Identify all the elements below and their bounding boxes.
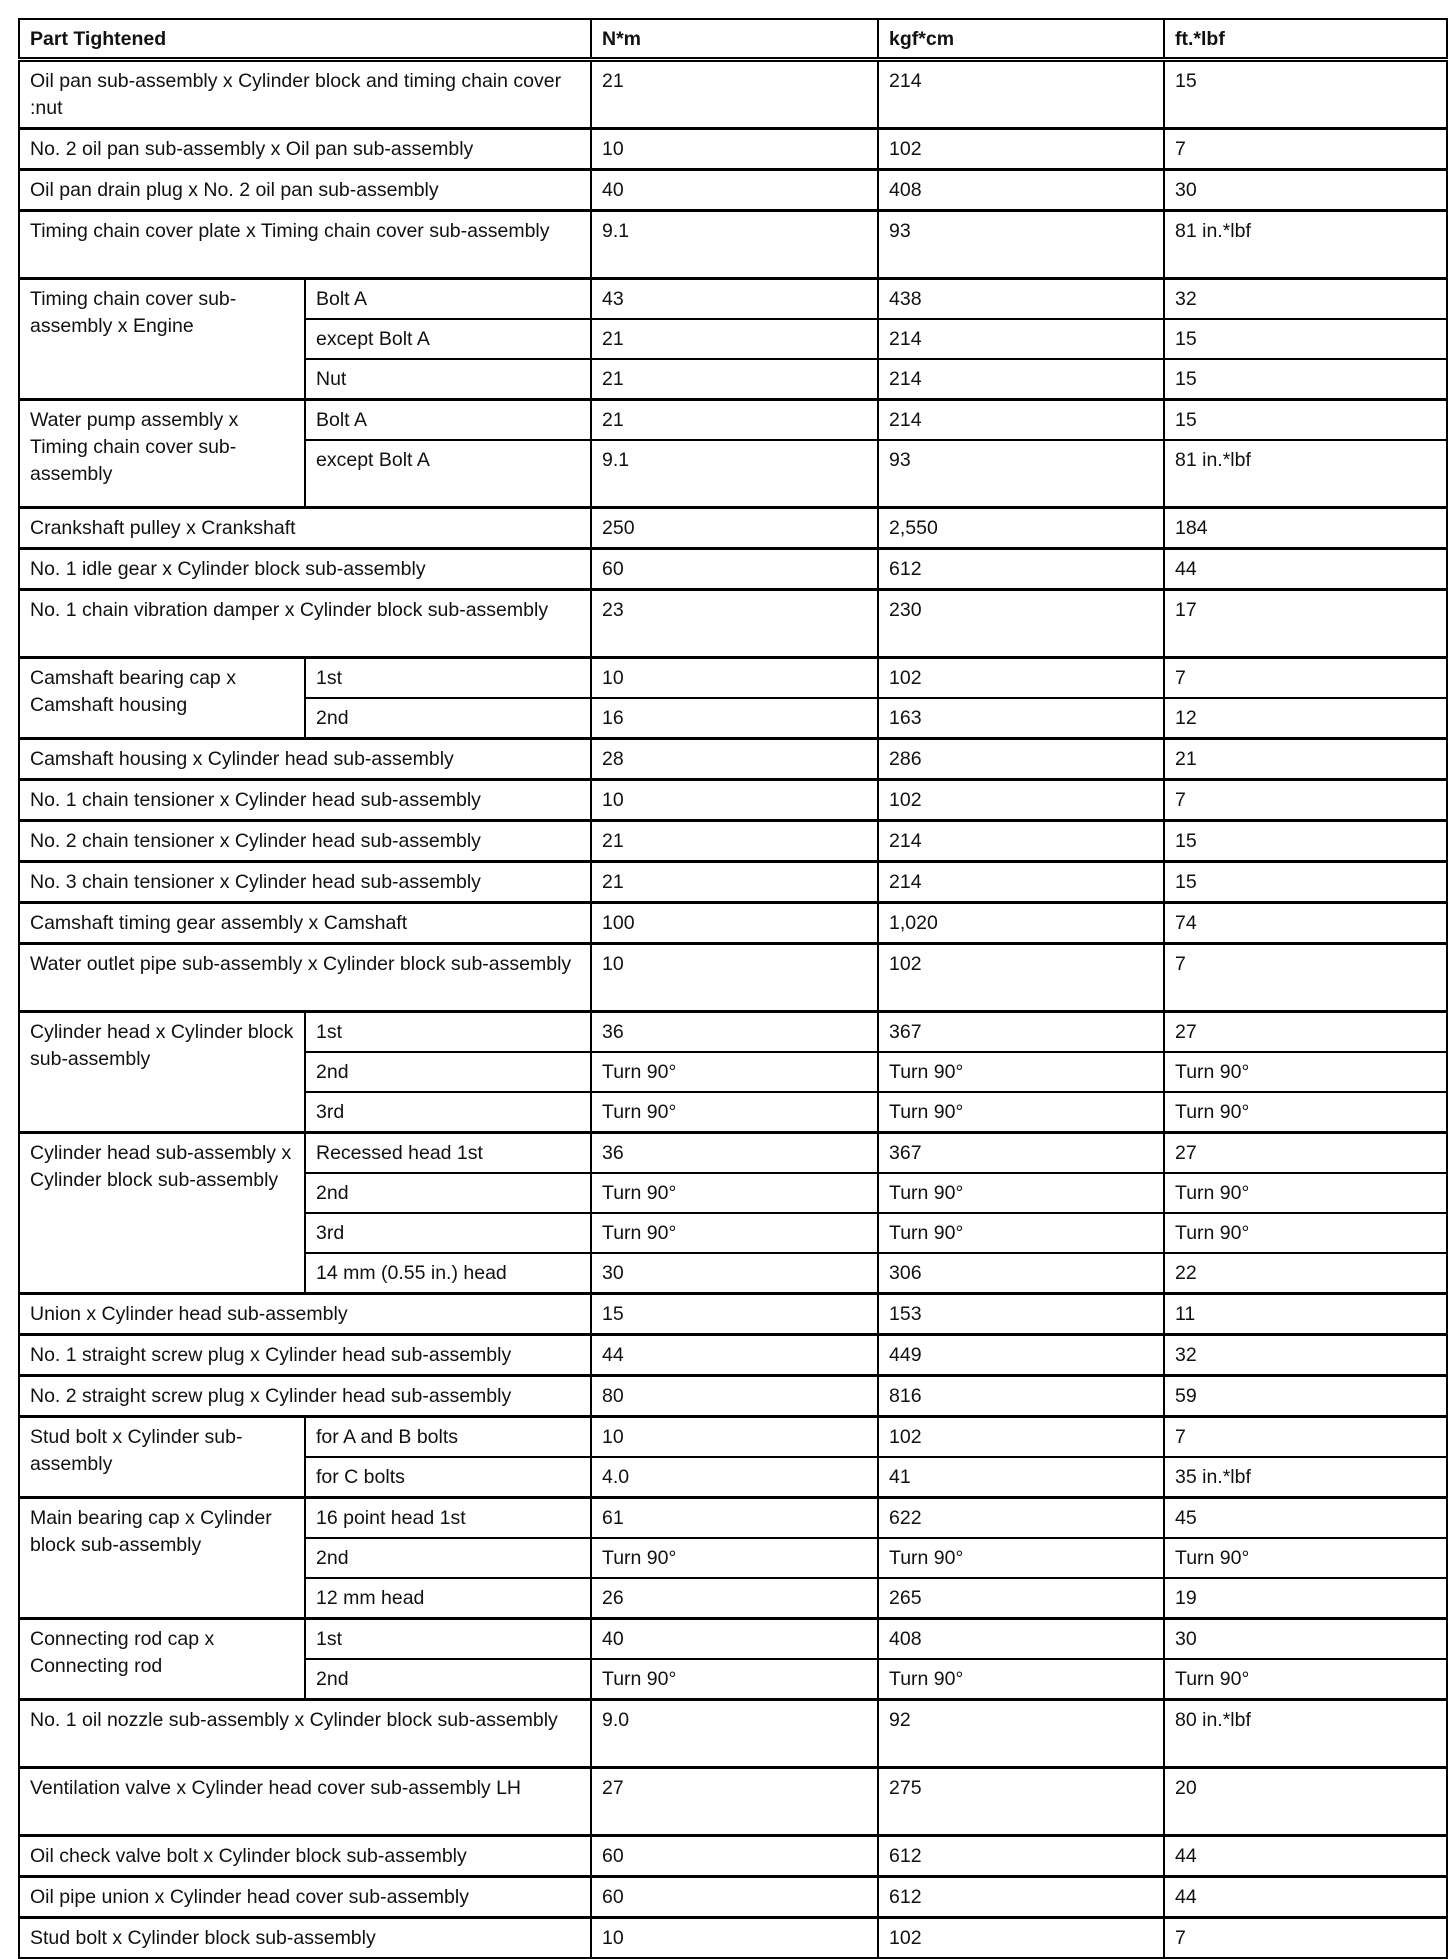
part-tightened-cell: Water outlet pipe sub-assembly x Cylinder block sub-assembly — [19, 944, 591, 1012]
ft-lbf-cell: 30 — [1164, 1619, 1447, 1660]
table-row — [19, 903, 1447, 944]
nm-cell: 60 — [591, 549, 878, 590]
nm-cell: 10 — [591, 129, 878, 170]
ft-lbf-cell: 74 — [1164, 903, 1447, 944]
ft-lbf-cell: 15 — [1164, 821, 1447, 862]
table-row — [19, 739, 1447, 780]
kgf-cm-cell: Turn 90° — [878, 1213, 1164, 1253]
condition-cell: 2nd — [305, 1173, 591, 1213]
table-row — [19, 658, 1447, 699]
header-nm: N*m — [591, 19, 878, 60]
table-row — [19, 1836, 1447, 1877]
ft-lbf-cell: Turn 90° — [1164, 1659, 1447, 1700]
ft-lbf-cell: Turn 90° — [1164, 1213, 1447, 1253]
ft-lbf-cell: 7 — [1164, 129, 1447, 170]
nm-cell: 40 — [591, 1619, 878, 1660]
kgf-cm-cell: 816 — [878, 1376, 1164, 1417]
header-kgf-cm: kgf*cm — [878, 19, 1164, 60]
ft-lbf-cell: Turn 90° — [1164, 1173, 1447, 1213]
table-row — [19, 1498, 1447, 1539]
part-tightened-cell: Ventilation valve x Cylinder head cover sub-assembly LH — [19, 1768, 591, 1836]
nm-cell: 61 — [591, 1498, 878, 1539]
condition-cell: Bolt A — [305, 279, 591, 320]
ft-lbf-cell: 15 — [1164, 359, 1447, 400]
nm-cell: 30 — [591, 1253, 878, 1294]
part-tightened-cell: Oil pipe union x Cylinder head cover sub-assembly — [19, 1877, 591, 1918]
nm-cell: 36 — [591, 1012, 878, 1053]
ft-lbf-cell: 21 — [1164, 739, 1447, 780]
nm-cell: 23 — [591, 590, 878, 658]
condition-cell: Recessed head 1st — [305, 1133, 591, 1174]
condition-cell: 2nd — [305, 1659, 591, 1700]
part-tightened-cell: No. 2 straight screw plug x Cylinder head sub-assembly — [19, 1376, 591, 1417]
kgf-cm-cell: 612 — [878, 549, 1164, 590]
ft-lbf-cell: 27 — [1164, 1012, 1447, 1053]
kgf-cm-cell: 214 — [878, 862, 1164, 903]
condition-cell: except Bolt A — [305, 319, 591, 359]
kgf-cm-cell: 275 — [878, 1768, 1164, 1836]
ft-lbf-cell: 11 — [1164, 1294, 1447, 1335]
part-tightened-cell: No. 1 chain vibration damper x Cylinder block sub-assembly — [19, 590, 591, 658]
part-tightened-cell: Camshaft housing x Cylinder head sub-assembly — [19, 739, 591, 780]
kgf-cm-cell: 214 — [878, 400, 1164, 441]
part-tightened-cell: Water pump assembly x Timing chain cover sub-assembly — [19, 400, 305, 508]
table-row — [19, 1133, 1447, 1174]
condition-cell: 1st — [305, 1012, 591, 1053]
table-row — [19, 1376, 1447, 1417]
ft-lbf-cell: 15 — [1164, 862, 1447, 903]
ft-lbf-cell: 22 — [1164, 1253, 1447, 1294]
ft-lbf-cell: 15 — [1164, 400, 1447, 441]
condition-cell: 12 mm head — [305, 1578, 591, 1619]
ft-lbf-cell: 30 — [1164, 170, 1447, 211]
nm-cell: 15 — [591, 1294, 878, 1335]
kgf-cm-cell: 102 — [878, 944, 1164, 1012]
kgf-cm-cell: 449 — [878, 1335, 1164, 1376]
nm-cell: Turn 90° — [591, 1213, 878, 1253]
part-tightened-cell: No. 1 straight screw plug x Cylinder head sub-assembly — [19, 1335, 591, 1376]
part-tightened-cell: Cylinder head sub-assembly x Cylinder block sub-assembly — [19, 1133, 305, 1294]
nm-cell: 44 — [591, 1335, 878, 1376]
table-row — [19, 1619, 1447, 1660]
ft-lbf-cell: 7 — [1164, 944, 1447, 1012]
ft-lbf-cell: 7 — [1164, 658, 1447, 699]
part-tightened-cell: Connecting rod cap x Connecting rod — [19, 1619, 305, 1700]
ft-lbf-cell: 32 — [1164, 279, 1447, 320]
header-part-tightened: Part Tightened — [19, 19, 591, 60]
table-row — [19, 780, 1447, 821]
ft-lbf-cell: 27 — [1164, 1133, 1447, 1174]
kgf-cm-cell: Turn 90° — [878, 1052, 1164, 1092]
nm-cell: 10 — [591, 944, 878, 1012]
ft-lbf-cell: Turn 90° — [1164, 1092, 1447, 1133]
nm-cell: 16 — [591, 698, 878, 739]
table-row — [19, 590, 1447, 658]
condition-cell: 14 mm (0.55 in.) head — [305, 1253, 591, 1294]
table-row — [19, 862, 1447, 903]
kgf-cm-cell: 230 — [878, 590, 1164, 658]
nm-cell: 4.0 — [591, 1457, 878, 1498]
nm-cell: 60 — [591, 1836, 878, 1877]
nm-cell: 28 — [591, 739, 878, 780]
table-row — [19, 279, 1447, 320]
part-tightened-cell: No. 1 chain tensioner x Cylinder head sub-assembly — [19, 780, 591, 821]
nm-cell: 10 — [591, 1417, 878, 1458]
nm-cell: 9.0 — [591, 1700, 878, 1768]
ft-lbf-cell: 44 — [1164, 549, 1447, 590]
nm-cell: 250 — [591, 508, 878, 549]
kgf-cm-cell: 438 — [878, 279, 1164, 320]
table-row — [19, 170, 1447, 211]
table-row — [19, 211, 1447, 279]
nm-cell: 100 — [591, 903, 878, 944]
table-row — [19, 1012, 1447, 1053]
ft-lbf-cell: 7 — [1164, 1918, 1447, 1959]
table-row — [19, 1335, 1447, 1376]
table-row — [19, 1918, 1447, 1959]
part-tightened-cell: No. 1 oil nozzle sub-assembly x Cylinder block sub-assembly — [19, 1700, 591, 1768]
ft-lbf-cell: 44 — [1164, 1877, 1447, 1918]
part-tightened-cell: No. 2 oil pan sub-assembly x Oil pan sub-assembly — [19, 129, 591, 170]
condition-cell: 2nd — [305, 1538, 591, 1578]
nm-cell: 60 — [591, 1877, 878, 1918]
kgf-cm-cell: 102 — [878, 658, 1164, 699]
table-row — [19, 549, 1447, 590]
ft-lbf-cell: 81 in.*lbf — [1164, 211, 1447, 279]
kgf-cm-cell: 612 — [878, 1877, 1164, 1918]
ft-lbf-cell: 184 — [1164, 508, 1447, 549]
kgf-cm-cell: 1,020 — [878, 903, 1164, 944]
kgf-cm-cell: Turn 90° — [878, 1092, 1164, 1133]
ft-lbf-cell: 7 — [1164, 1417, 1447, 1458]
nm-cell: 40 — [591, 170, 878, 211]
table-row — [19, 60, 1447, 129]
condition-cell: for C bolts — [305, 1457, 591, 1498]
kgf-cm-cell: 102 — [878, 1417, 1164, 1458]
kgf-cm-cell: 367 — [878, 1133, 1164, 1174]
nm-cell: Turn 90° — [591, 1173, 878, 1213]
kgf-cm-cell: 214 — [878, 60, 1164, 129]
ft-lbf-cell: 15 — [1164, 60, 1447, 129]
nm-cell: 26 — [591, 1578, 878, 1619]
kgf-cm-cell: Turn 90° — [878, 1659, 1164, 1700]
condition-cell: 3rd — [305, 1213, 591, 1253]
header-ft-lbf: ft.*lbf — [1164, 19, 1447, 60]
condition-cell: except Bolt A — [305, 440, 591, 508]
nm-cell: 9.1 — [591, 211, 878, 279]
ft-lbf-cell: 15 — [1164, 319, 1447, 359]
ft-lbf-cell: 19 — [1164, 1578, 1447, 1619]
part-tightened-cell: Main bearing cap x Cylinder block sub-assembly — [19, 1498, 305, 1619]
nm-cell: 36 — [591, 1133, 878, 1174]
table-row — [19, 400, 1447, 441]
table-row — [19, 1700, 1447, 1768]
part-tightened-cell: Timing chain cover plate x Timing chain cover sub-assembly — [19, 211, 591, 279]
table-row — [19, 944, 1447, 1012]
kgf-cm-cell: 367 — [878, 1012, 1164, 1053]
kgf-cm-cell: 102 — [878, 1918, 1164, 1959]
table-row — [19, 508, 1447, 549]
nm-cell: 21 — [591, 821, 878, 862]
nm-cell: 43 — [591, 279, 878, 320]
nm-cell: 21 — [591, 862, 878, 903]
nm-cell: 21 — [591, 60, 878, 129]
part-tightened-cell: No. 3 chain tensioner x Cylinder head sub-assembly — [19, 862, 591, 903]
kgf-cm-cell: 93 — [878, 211, 1164, 279]
torque-spec-table — [18, 18, 1448, 1959]
condition-cell: Bolt A — [305, 400, 591, 441]
table-header-row — [19, 19, 1447, 60]
condition-cell: 3rd — [305, 1092, 591, 1133]
nm-cell: 80 — [591, 1376, 878, 1417]
part-tightened-cell: No. 1 idle gear x Cylinder block sub-assembly — [19, 549, 591, 590]
kgf-cm-cell: 153 — [878, 1294, 1164, 1335]
nm-cell: 21 — [591, 359, 878, 400]
ft-lbf-cell: 12 — [1164, 698, 1447, 739]
table-row — [19, 1417, 1447, 1458]
kgf-cm-cell: 163 — [878, 698, 1164, 739]
ft-lbf-cell: 7 — [1164, 780, 1447, 821]
nm-cell: Turn 90° — [591, 1538, 878, 1578]
ft-lbf-cell: 17 — [1164, 590, 1447, 658]
part-tightened-cell: Stud bolt x Cylinder block sub-assembly — [19, 1918, 591, 1959]
ft-lbf-cell: 32 — [1164, 1335, 1447, 1376]
part-tightened-cell: Crankshaft pulley x Crankshaft — [19, 508, 591, 549]
part-tightened-cell: Camshaft bearing cap x Camshaft housing — [19, 658, 305, 739]
nm-cell: 10 — [591, 1918, 878, 1959]
table-row — [19, 821, 1447, 862]
ft-lbf-cell: 44 — [1164, 1836, 1447, 1877]
ft-lbf-cell: 45 — [1164, 1498, 1447, 1539]
part-tightened-cell: Oil pan drain plug x No. 2 oil pan sub-assembly — [19, 170, 591, 211]
kgf-cm-cell: 286 — [878, 739, 1164, 780]
nm-cell: Turn 90° — [591, 1659, 878, 1700]
nm-cell: 9.1 — [591, 440, 878, 508]
part-tightened-cell: Oil check valve bolt x Cylinder block sub-assembly — [19, 1836, 591, 1877]
part-tightened-cell: No. 2 chain tensioner x Cylinder head sub-assembly — [19, 821, 591, 862]
condition-cell: 2nd — [305, 1052, 591, 1092]
condition-cell: 1st — [305, 658, 591, 699]
kgf-cm-cell: 93 — [878, 440, 1164, 508]
ft-lbf-cell: 20 — [1164, 1768, 1447, 1836]
condition-cell: 16 point head 1st — [305, 1498, 591, 1539]
kgf-cm-cell: Turn 90° — [878, 1538, 1164, 1578]
kgf-cm-cell: 306 — [878, 1253, 1164, 1294]
kgf-cm-cell: 92 — [878, 1700, 1164, 1768]
kgf-cm-cell: 214 — [878, 319, 1164, 359]
ft-lbf-cell: 35 in.*lbf — [1164, 1457, 1447, 1498]
nm-cell: Turn 90° — [591, 1052, 878, 1092]
part-tightened-cell: Union x Cylinder head sub-assembly — [19, 1294, 591, 1335]
ft-lbf-cell: 81 in.*lbf — [1164, 440, 1447, 508]
kgf-cm-cell: Turn 90° — [878, 1173, 1164, 1213]
part-tightened-cell: Oil pan sub-assembly x Cylinder block and timing chain cover :nut — [19, 60, 591, 129]
nm-cell: 27 — [591, 1768, 878, 1836]
part-tightened-cell: Cylinder head x Cylinder block sub-assembly — [19, 1012, 305, 1133]
part-tightened-cell: Timing chain cover sub-assembly x Engine — [19, 279, 305, 400]
part-tightened-cell: Camshaft timing gear assembly x Camshaft — [19, 903, 591, 944]
kgf-cm-cell: 408 — [878, 170, 1164, 211]
ft-lbf-cell: 59 — [1164, 1376, 1447, 1417]
ft-lbf-cell: 80 in.*lbf — [1164, 1700, 1447, 1768]
kgf-cm-cell: 265 — [878, 1578, 1164, 1619]
condition-cell: 1st — [305, 1619, 591, 1660]
kgf-cm-cell: 408 — [878, 1619, 1164, 1660]
nm-cell: 21 — [591, 319, 878, 359]
nm-cell: 10 — [591, 780, 878, 821]
part-tightened-cell: Stud bolt x Cylinder sub-assembly — [19, 1417, 305, 1498]
ft-lbf-cell: Turn 90° — [1164, 1052, 1447, 1092]
condition-cell: 2nd — [305, 698, 591, 739]
table-row — [19, 1294, 1447, 1335]
kgf-cm-cell: 2,550 — [878, 508, 1164, 549]
nm-cell: 21 — [591, 400, 878, 441]
kgf-cm-cell: 214 — [878, 359, 1164, 400]
kgf-cm-cell: 102 — [878, 129, 1164, 170]
condition-cell: for A and B bolts — [305, 1417, 591, 1458]
table-row — [19, 1768, 1447, 1836]
ft-lbf-cell: Turn 90° — [1164, 1538, 1447, 1578]
kgf-cm-cell: 622 — [878, 1498, 1164, 1539]
kgf-cm-cell: 214 — [878, 821, 1164, 862]
nm-cell: 10 — [591, 658, 878, 699]
kgf-cm-cell: 102 — [878, 780, 1164, 821]
kgf-cm-cell: 612 — [878, 1836, 1164, 1877]
table-row — [19, 1877, 1447, 1918]
kgf-cm-cell: 41 — [878, 1457, 1164, 1498]
nm-cell: Turn 90° — [591, 1092, 878, 1133]
condition-cell: Nut — [305, 359, 591, 400]
table-row — [19, 129, 1447, 170]
